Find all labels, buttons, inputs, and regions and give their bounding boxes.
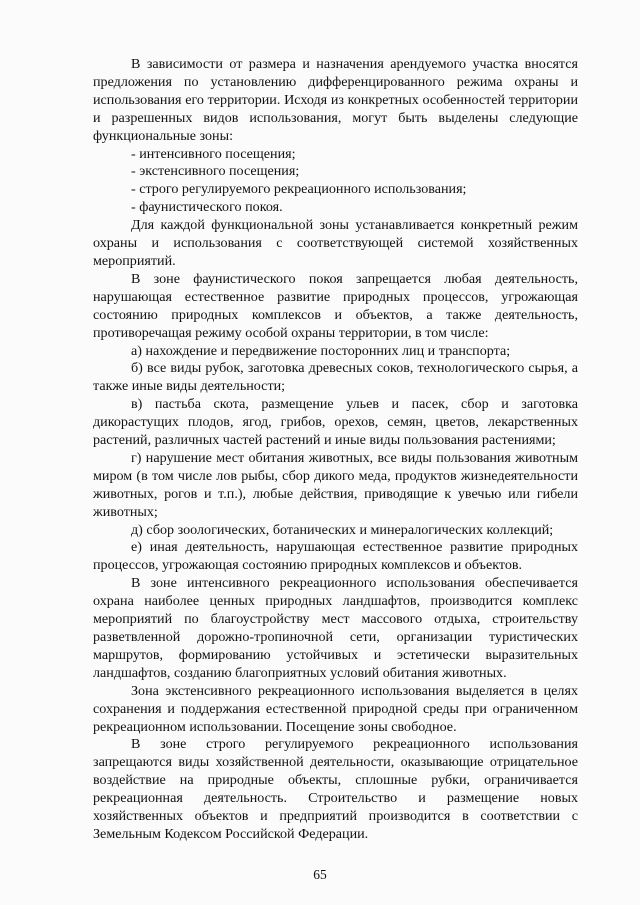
list-item-zone-strict: - строго регулируемого рекреационного использования;	[131, 181, 467, 198]
list-item-a: а) нахождение и передвижение посторонних лиц и транспорта;	[131, 342, 511, 359]
list-item-e: е) иная деятельность, нарушающая естественное развитие природных процессов, угрожающая состоянию природных комплексов и объектов.	[93, 539, 578, 574]
page-number: 65	[313, 867, 327, 882]
list-item-g: г) нарушение мест обитания животных, все виды пользования животным миром (в том числе лов рыбы, сбор дикого меда, продуктов жизнедеятельности животных, рогов и т.п.), любые действия, приводящие к увечью или гибели животных;	[93, 449, 578, 520]
list-item-d: д) сбор зоологических, ботанических и минералогических коллекций;	[131, 521, 554, 538]
paragraph-intro: В зависимости от размера и назначения арендуемого участка вносятся предложения по установлению дифференцированного режима охраны и использования его территории. Исходя из конкретных особенностей территории и разрешенных видов использования, могут быть выделены следующие функциональные зоны:	[93, 56, 578, 144]
paragraph-zone-regime: Для каждой функциональной зоны устанавливается конкретный режим охраны и использования с соответствующей системой хозяйственных мероприятий.	[93, 217, 578, 269]
paragraph-extensive-zone: Зона экстенсивного рекреационного использования выделяется в целях сохранения и поддержания естественной природной среды при ограниченном рекреационном использовании. Посещение зоны свободное.	[93, 682, 578, 735]
list-item-v: в) пастьба скота, размещение ульев и пасек, сбор и заготовка дикорастущих плодов, ягод, грибов, орехов, семян, цветов, лекарственных растений, различных частей растений и иные виды пользования растениями;	[93, 396, 578, 449]
list-item-b: б) все виды рубок, заготовка древесных соков, технологического сырья, а также иные виды деятельности;	[93, 360, 578, 395]
list-item-zone-extensive: - экстенсивного посещения;	[131, 163, 300, 180]
list-item-zone-intensive: - интенсивного посещения;	[131, 145, 296, 162]
paragraph-strict-zone: В зоне строго регулируемого рекреационного использования запрещаются виды хозяйственной деятельности, оказывающие отрицательное воздействие на природные объекты, сплошные рубки, ограничивается рекреационная деятельность. Строительство и размещение новых хозяйственных объектов и предприятий производится в соответствии с Земельным Кодексом Российской Федерации.	[93, 736, 578, 842]
paragraph-faunistic-zone: В зоне фаунистического покоя запрещается любая деятельность, нарушающая естественное развитие природных процессов, угрожающая состоянию природных комплексов и объектов, а также деятельность, противоречащая режиму особой охраны территории, в том числе:	[93, 270, 578, 341]
document-body	[93, 56, 578, 844]
paragraph-intensive-zone: В зоне интенсивного рекреационного использования обеспечивается охрана наиболее ценных природных ландшафтов, производится комплекс мероприятий по благоустройству мест массового отдыха, строительству разветвленной дорожно-тропиночной сети, организации туристических маршрутов, формированию устойчивых и эстетически выразительных ландшафтов, созданию благоприятных условий обитания животных.	[93, 575, 578, 681]
list-item-zone-faunistic: - фаунистического покоя.	[131, 199, 283, 216]
